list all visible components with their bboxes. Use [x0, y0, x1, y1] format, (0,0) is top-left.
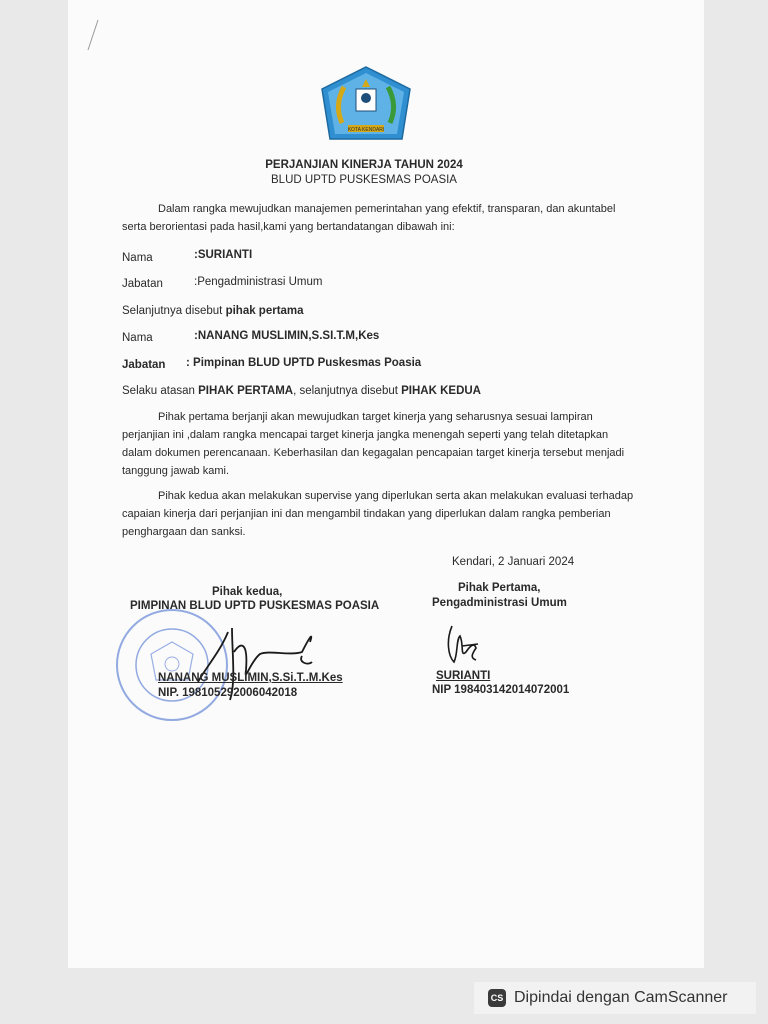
signer-right-nip: NIP 198403142014072001 — [432, 684, 570, 696]
party2-name-label: Nama — [122, 332, 153, 344]
kota-kendari-logo — [320, 65, 412, 143]
signer-right-role: Pihak Pertama, — [458, 582, 541, 594]
signer-left-role: Pihak kedua, — [212, 586, 283, 598]
document-subtitle: BLUD UPTD PUSKESMAS POASIA — [271, 174, 457, 186]
party1-referred-prefix: Selanjutnya disebut — [122, 305, 226, 317]
signer-left-name: NANANG MUSLIMIN,S.Si.T..M.Kes — [158, 672, 343, 684]
intro-line-2: serta berorientasi pada hasil,kami yang bertandatangan dibawah ini: — [122, 221, 455, 233]
party2-referred-bold-2: PIHAK KEDUA — [401, 385, 481, 397]
place-date: Kendari, 2 Januari 2024 — [452, 556, 575, 568]
party2-position-value: : Pimpinan BLUD UPTD Puskesmas Poasia — [186, 357, 422, 369]
para2-line-2: capaian kinerja dari perjanjian ini dan mengambil tindakan yang diperlukan dalam rangka pemberian — [122, 508, 611, 520]
document-title: PERJANJIAN KINERJA TAHUN 2024 — [265, 159, 463, 171]
party2-name-value: :NANANG MUSLIMIN,S.SI.T.M,Kes — [194, 330, 380, 342]
signer-right-name: SURIANTI — [436, 670, 491, 682]
party1-position-label: Jabatan — [122, 278, 163, 290]
party2-referred-middle: , selanjutnya disebut — [293, 385, 402, 397]
para2-line-1: Pihak kedua akan melakukan supervise yang diperlukan serta akan melakukan evaluasi terhadap — [158, 490, 634, 502]
camscanner-text: Dipindai dengan CamScanner — [514, 989, 728, 1006]
party2-position-label: Jabatan — [122, 359, 166, 371]
party2-referred-prefix: Selaku atasan — [122, 385, 199, 397]
para1-line-3: dalam dokumen perencanaan. Keberhasilan dan kegagalan pencapaian target kinerja tersebut menjadi — [122, 447, 625, 459]
signer-left-title: PIMPINAN BLUD UPTD PUSKESMAS POASIA — [130, 600, 380, 612]
signer-right-title: Pengadministrasi Umum — [432, 597, 567, 609]
party2-referred-bold-1: PIHAK PERTAMA — [198, 385, 294, 397]
logo-caption: KOTA KENDARI — [347, 127, 385, 133]
party1-position-value: :Pengadministrasi Umum — [194, 276, 323, 288]
intro-line-1: Dalam rangka mewujudkan manajemen pemerintahan yang efektif, transparan, dan akuntabel — [158, 203, 616, 215]
party2-referred — [122, 385, 481, 399]
camscanner-icon: CS — [488, 989, 506, 1007]
signer-left-nip: NIP. 198105292006042018 — [158, 687, 298, 699]
para1-line-4: tanggung jawab kami. — [122, 465, 230, 477]
para1-line-1: Pihak pertama berjanji akan mewujudkan target kinerja yang seharusnya sesuai lampiran — [158, 411, 593, 423]
document-page — [68, 0, 704, 968]
para2-line-3: penghargaan dan sanksi. — [122, 526, 246, 538]
party1-name-value: :SURIANTI — [194, 249, 253, 261]
camscanner-footer — [474, 982, 756, 1014]
signature-right — [442, 622, 482, 672]
party1-referred-bold: pihak pertama — [225, 305, 304, 317]
party1-name-label: Nama — [122, 252, 153, 264]
para1-line-2: perjanjian ini ,dalam rangka mencapai target kinerja jangka menengah seperti yang telah ditetapkan — [122, 429, 609, 441]
party1-referred — [122, 305, 304, 319]
scan-mark — [86, 18, 100, 52]
